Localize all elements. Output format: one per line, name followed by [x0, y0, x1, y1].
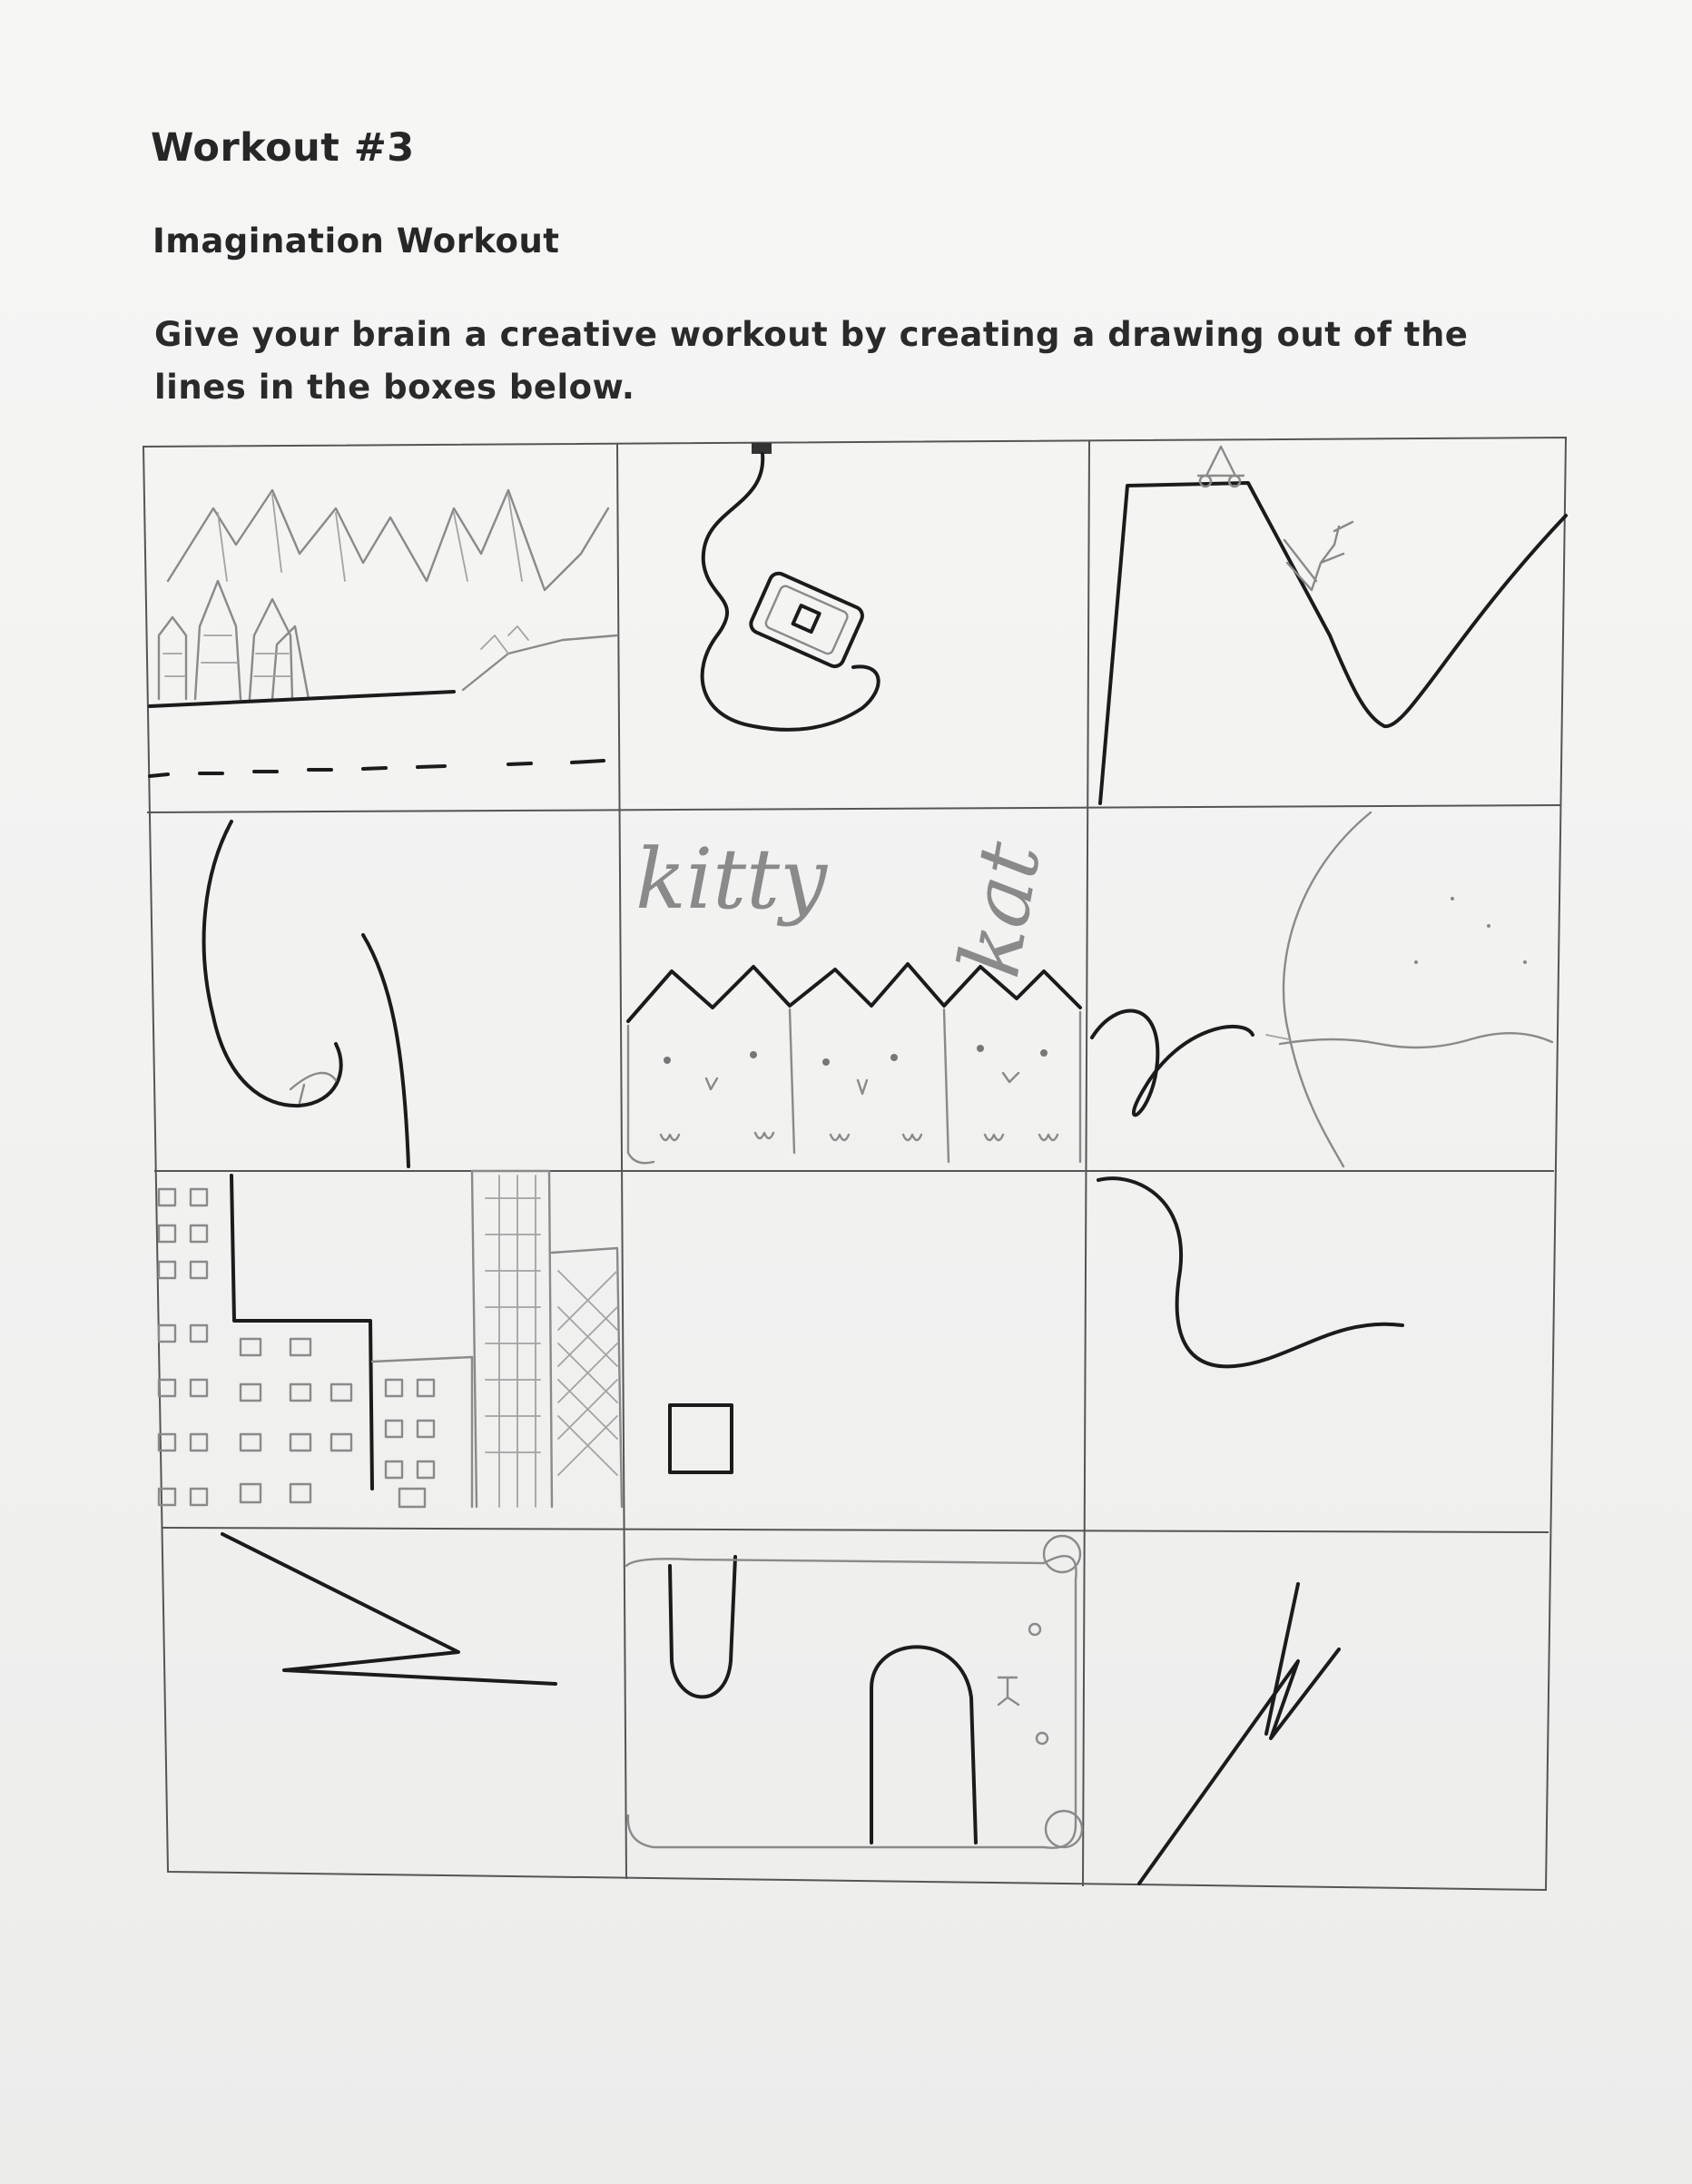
bear-face-drawing	[626, 1536, 1082, 1848]
worksheet-title: Workout #3	[151, 125, 415, 171]
city-buildings-drawing	[159, 1171, 622, 1507]
small-square-prompt	[670, 1405, 732, 1472]
lightning-n-prompt	[1139, 1584, 1339, 1884]
phone-on-cord-drawing	[703, 443, 879, 730]
mountains-forest-road-drawing	[150, 490, 617, 776]
curved-finger-drawing	[204, 821, 408, 1166]
squiggle-prompt	[1098, 1178, 1402, 1366]
globe-loop-drawing	[1092, 812, 1552, 1166]
worksheet-subtitle: Imagination Workout	[152, 221, 560, 261]
kat-handwriting: kat	[940, 834, 1060, 984]
grid-lines	[143, 438, 1566, 1890]
worksheet-instructions: Give your brain a creative workout by creating a drawing out of the lines in the boxes below.	[154, 315, 1469, 407]
kitty-handwriting: kitty	[635, 831, 828, 928]
ski-slope-drawing	[1100, 447, 1566, 803]
zigzag-prompt	[222, 1534, 556, 1684]
kitty-kat-drawing	[628, 831, 1080, 1163]
